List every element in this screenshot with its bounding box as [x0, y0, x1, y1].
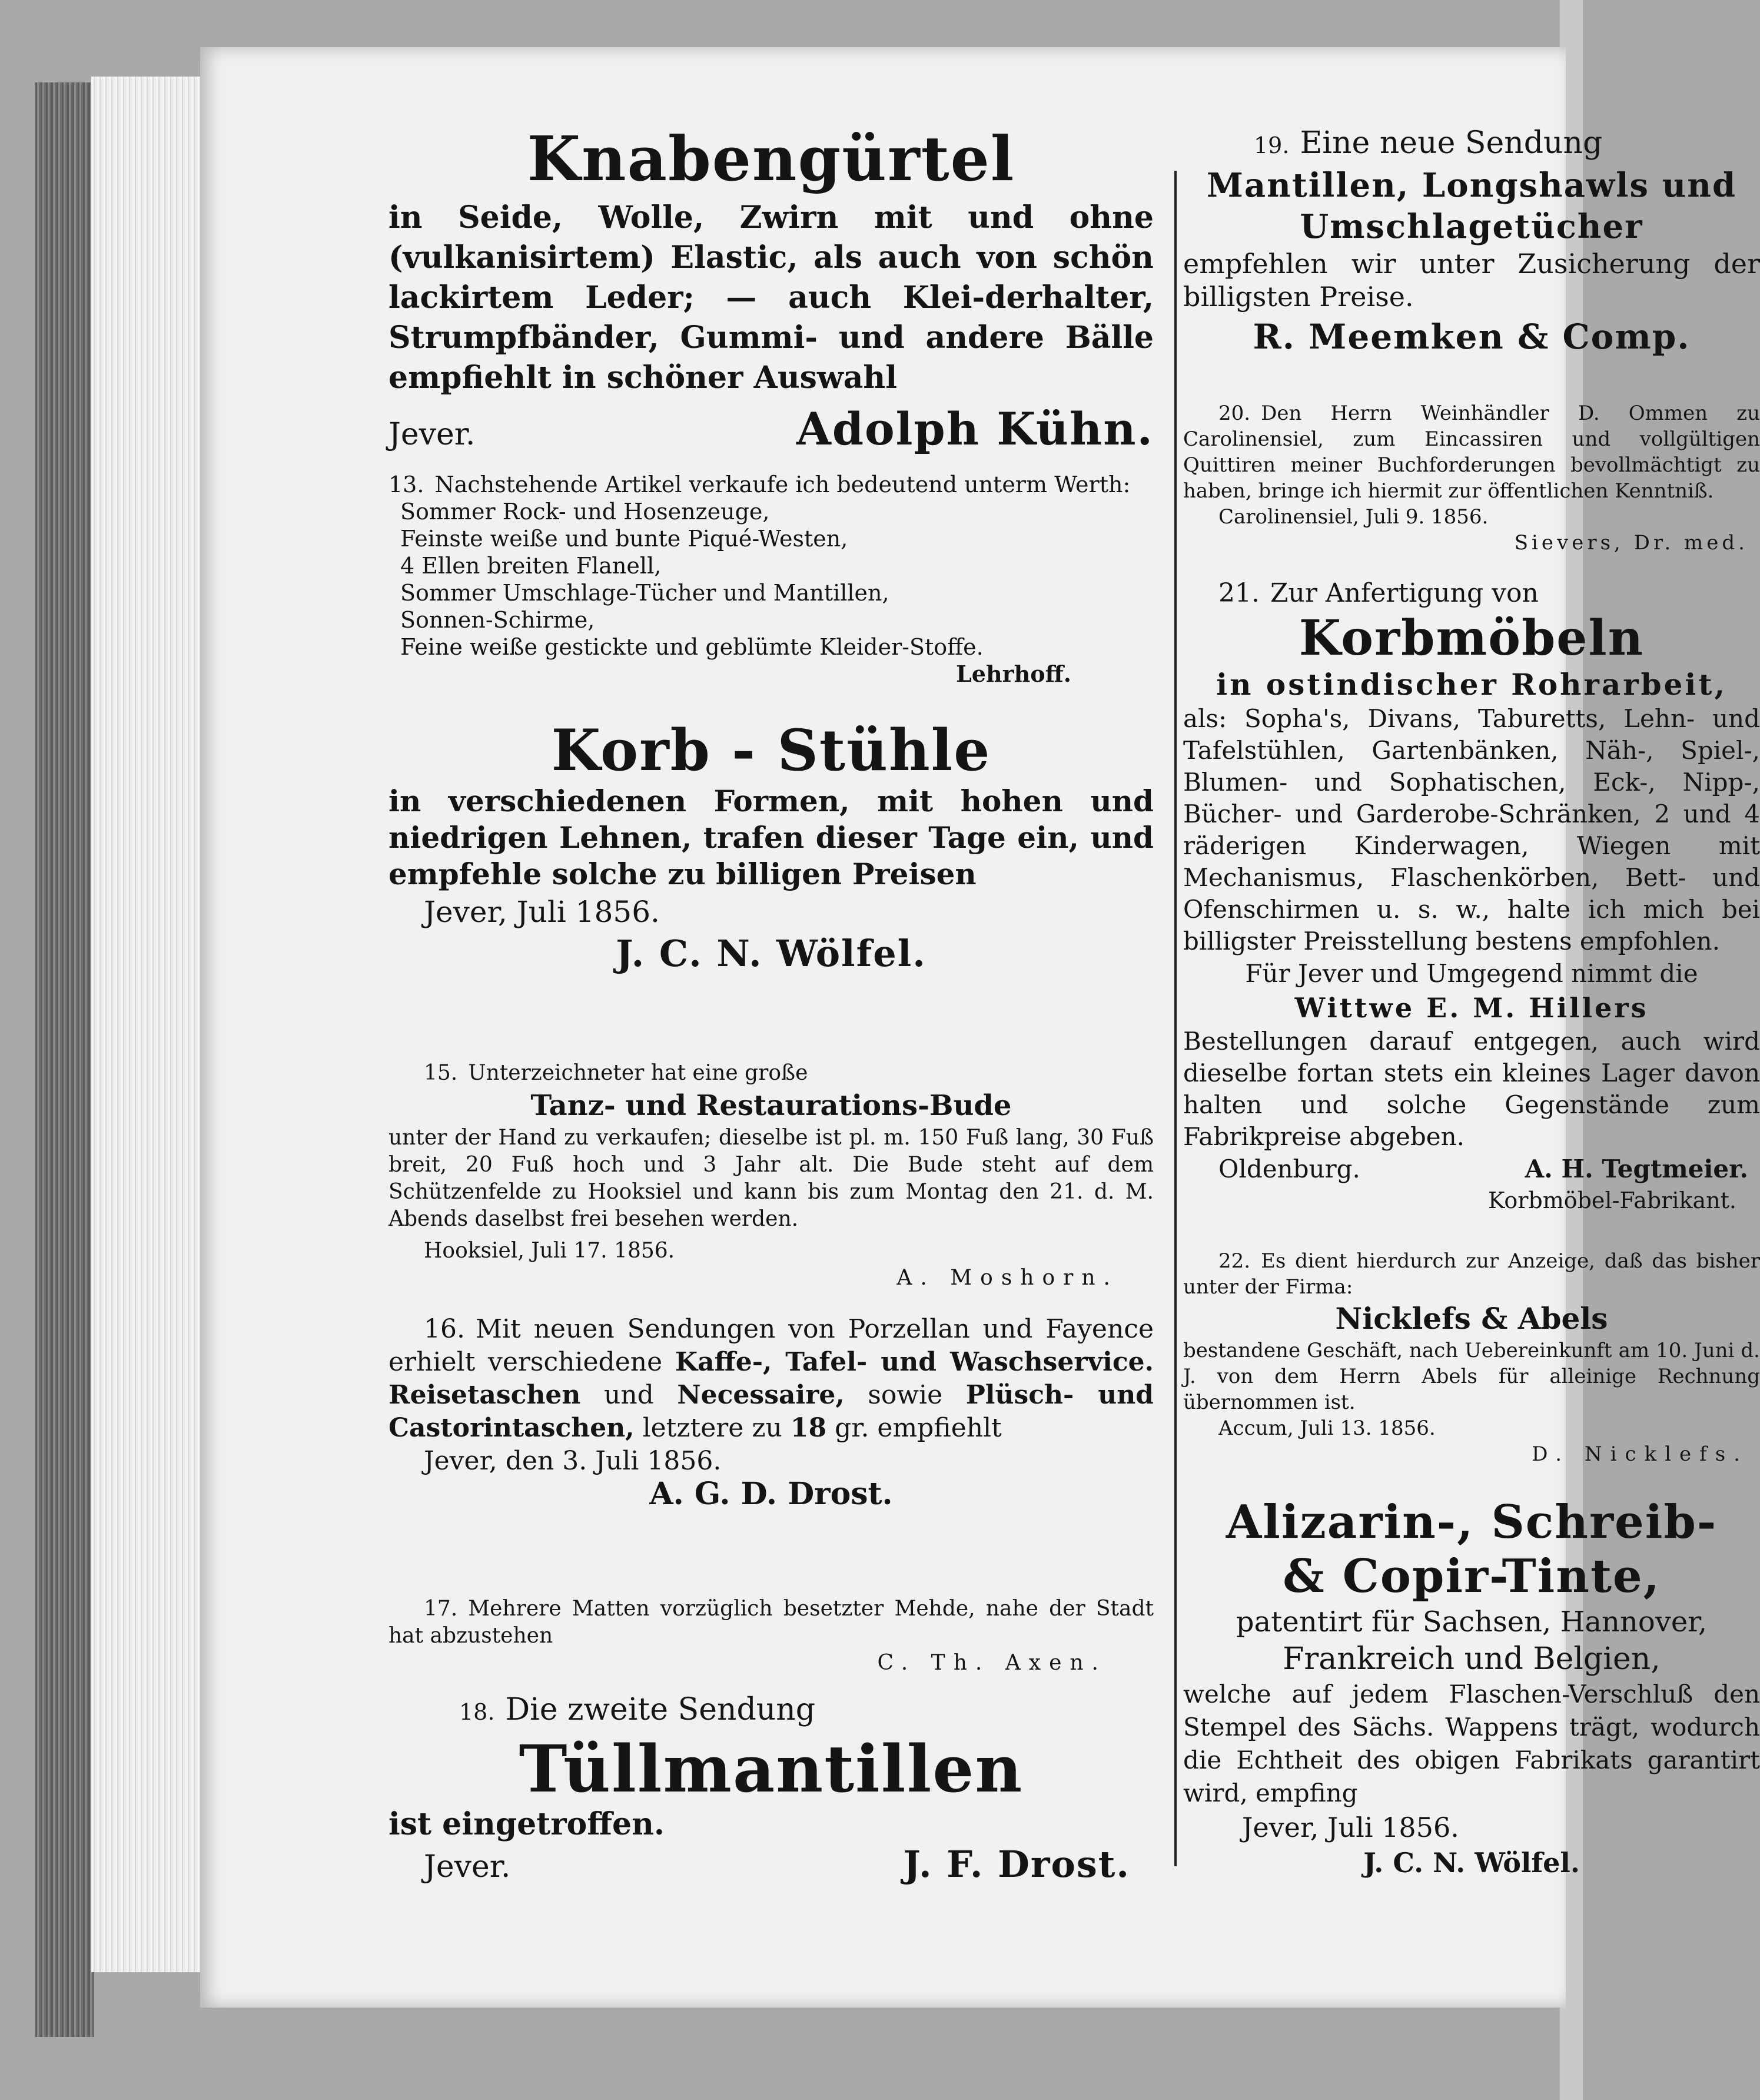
ad-text: und — [604, 1380, 654, 1410]
ad-signer-title: Korbmöbel-Fabrikant. — [1487, 1187, 1736, 1213]
ad-number: 19. — [1254, 132, 1290, 158]
ad-place: Hooksiel, Juli 17. 1856. — [424, 1239, 675, 1263]
ad-title: Korbmöbeln — [1299, 610, 1645, 666]
ad-body: in verschiedenen Formen, mit hohen und niedrigen Lehnen, trafen dieser Tage ein, und empfehle solche zu billigen Preisen — [388, 784, 1154, 891]
ad-place: Jever. — [424, 1849, 511, 1885]
ad-text: sowie — [868, 1380, 943, 1410]
ad-intro: Es dient hierdurch zur Anzeige, daß das bisher unter der Firma: — [1183, 1249, 1760, 1299]
ad-place: Jever. — [388, 417, 476, 452]
ad-intro: Die zweite Sendung — [505, 1692, 816, 1727]
ad-body: in Seide, Wolle, Zwirn mit und ohne (vulkanisirtem) Elastic, als auch von schön lackirtem Leder; — auch Klei-derhalter, Strumpfbänder, Gummi- und andere Bälle empfiehlt in schöner Auswahl — [388, 200, 1154, 396]
ad-signer: Adolph Kühn. — [796, 403, 1154, 455]
ad-17 — [388, 1595, 1154, 1677]
ad-number: 16. — [424, 1314, 465, 1344]
ad-signer: R. Meemken & Comp. — [1253, 317, 1691, 357]
newspaper-page — [200, 47, 1760, 2008]
ad-number: 20. — [1218, 402, 1251, 425]
ad-signer: Lehrhoff. — [956, 661, 1071, 687]
ad-place: Carolinensiel, Juli 9. 1856. — [1218, 505, 1489, 529]
list-item: Sonnen-Schirme, — [400, 607, 595, 633]
ad-number: 17. — [424, 1597, 458, 1621]
ad-intro: Unterzeichneter hat eine große — [468, 1061, 808, 1085]
ad-subtitle: Frankreich und Belgien, — [1283, 1641, 1661, 1677]
ad-subtitle: patentirt für Sachsen, Hannover, — [1236, 1605, 1708, 1638]
ad-signer: A. Moshorn. — [896, 1266, 1118, 1290]
ad-body: Den Herrn Weinhändler D. Ommen zu Carolinensiel, zum Eincassiren und vollgültigen Quittiren meiner Buchforderungen bevollmächtigt zu haben, bringe ich hiermit zur öffentlichen Kenntniß. — [1183, 402, 1760, 503]
ad-body: unter der Hand zu verkaufen; dieselbe ist pl. m. 150 Fuß lang, 30 Fuß breit, 20 Fuß hoch und 3 Jahr alt. Die Bude steht auf dem Schützenfelde zu Hooksiel und kann bis zum Montag den 21. d. M. Abends daselbst frei besehen werden. — [388, 1126, 1154, 1231]
list-item: Feinste weiße und bunte Piqué-Westen, — [400, 526, 848, 552]
ad-body: welche auf jedem Flaschen-Verschluß den Stempel des Sächs. Wappens trägt, wodurch die Echtheit des obigen Fabrikats garantirt wird, empfing — [1183, 1680, 1760, 1807]
ad-18 — [388, 1690, 1154, 1886]
ad-body: ist eingetroffen. — [388, 1806, 665, 1842]
ad-bold-text: 18 — [790, 1413, 827, 1443]
ad-text: Mit neuen Sendungen von Porzellan und Fayence erhielt verschiedene — [388, 1314, 1154, 1377]
list-item: 4 Ellen breiten Flanell, — [400, 553, 662, 579]
ad-intro: Zur Anfertigung von — [1270, 578, 1539, 608]
list-item: Feine weiße gestickte und geblümte Kleider-Stoffe. — [400, 634, 984, 660]
ad-title: Korb - Stühle — [551, 717, 991, 784]
ad-title: Tüllmantillen — [519, 1731, 1024, 1807]
ad-agent-intro: Für Jever und Umgegend nimmt die — [1245, 959, 1698, 988]
ad-15 — [388, 1060, 1154, 1292]
ad-body: empfehlen wir unter Zusicherung der billigsten Preise. — [1183, 248, 1760, 313]
ad-21 — [1183, 577, 1760, 1215]
ad-title: Alizarin-, Schreib- — [1226, 1495, 1718, 1549]
ad-20 — [1183, 400, 1760, 556]
ad-number: 18. — [459, 1699, 495, 1725]
ad-number: 22. — [1218, 1249, 1251, 1273]
ad-place: Accum, Juli 13. 1856. — [1218, 1416, 1436, 1440]
column-divider — [1174, 171, 1177, 1866]
ad-agent: Wittwe E. M. Hillers — [1294, 992, 1649, 1024]
ad-firm: Nicklefs & Abels — [1335, 1301, 1608, 1336]
ad-tinte — [1183, 1495, 1760, 1880]
ad-16 — [388, 1313, 1154, 1511]
ad-19 — [1183, 124, 1760, 360]
list-item: Sommer Rock- und Hosenzeuge, — [400, 499, 770, 525]
ad-text: gr. empfiehlt — [835, 1413, 1002, 1443]
ad-headline: Tanz- und Restaurations-Bude — [530, 1089, 1012, 1122]
ad-number: 13. — [388, 472, 424, 497]
ad-place: Jever, den 3. Juli 1856. — [424, 1446, 722, 1476]
ad-title: Knabengürtel — [527, 122, 1015, 195]
list-item: Sommer Umschlage-Tücher und Mantillen, — [400, 580, 889, 606]
ad-place: Jever, Juli 1856. — [424, 895, 660, 929]
ad-place: Jever, Juli 1856. — [1242, 1812, 1459, 1843]
ad-signer: A. G. D. Drost. — [649, 1476, 893, 1512]
ad-bold-text: Reisetaschen — [388, 1380, 581, 1410]
ad-bold-text: Plüsch- und Castorintaschen, — [388, 1380, 1154, 1443]
ad-signer: J. F. Drost. — [903, 1843, 1130, 1886]
ad-bold-text: Kaffe-, Tafel- und Waschservice. — [675, 1347, 1154, 1377]
ad-number: 21. — [1218, 578, 1260, 608]
ad-22 — [1183, 1248, 1760, 1467]
ad-13 — [388, 471, 1154, 688]
ad-body: bestandene Geschäft, nach Uebereinkunft am 10. Juni d. J. von dem Herrn Abels für alleinige Rechnung übernommen ist. — [1183, 1339, 1760, 1414]
ad-number: 15. — [424, 1061, 458, 1085]
ad-bold-text: Necessaire, — [677, 1380, 845, 1410]
ad-agent-body: Bestellungen darauf entgegen, auch wird dieselbe fortan stets ein kleines Lager davon halten und solche Gegenstände zum Fabrikpreise abgeben. — [1183, 1027, 1760, 1151]
page-edges — [91, 77, 209, 1972]
ad-signer: D. Nicklefs. — [1532, 1442, 1748, 1466]
ad-signer: J. C. N. Wölfel. — [616, 932, 927, 975]
ad-intro: Eine neue Sendung — [1300, 125, 1603, 161]
ad-intro: Nachstehende Artikel verkaufe ich bedeutend unterm Werth: — [434, 472, 1131, 497]
ad-title: & Copir-Tinte, — [1283, 1550, 1661, 1603]
ad-signer: J. C. N. Wölfel. — [1363, 1847, 1580, 1879]
ad-knabenguertel — [388, 124, 1154, 455]
ad-signer: A. H. Tegtmeier. — [1525, 1154, 1748, 1183]
ad-place: Oldenburg. — [1218, 1154, 1360, 1183]
ad-korb-stuehle — [388, 718, 1154, 976]
ad-body: Mehrere Matten vorzüglich besetzter Mehde, nahe der Stadt hat abzustehen — [388, 1597, 1154, 1648]
ad-text: letztere zu — [642, 1413, 782, 1443]
ad-subtitle: in ostindischer Rohrarbeit, — [1216, 667, 1727, 702]
ad-body: als: Sopha's, Divans, Taburetts, Lehn- und Tafelstühlen, Gartenbänken, Näh-, Spiel-, Blumen- und Sophatischen, Eck-, Nipp-, Bücher- und Garderobe-Schränken, 2 und 4 räderigen Kinderwagen, Wiegen mit Mechanismus, Flaschenkörben, Bett- und Ofenschirmen u. s. w., halte ich mich bei billigster Preisstellung bestens empfohlen. — [1183, 704, 1760, 956]
ad-signer: Sievers, Dr. med. — [1514, 531, 1748, 555]
book-binding — [35, 82, 94, 2037]
ad-title: Mantillen, Longshawls und Umschlagetücher — [1206, 166, 1737, 246]
ad-signer: C. Th. Axen. — [877, 1651, 1107, 1675]
